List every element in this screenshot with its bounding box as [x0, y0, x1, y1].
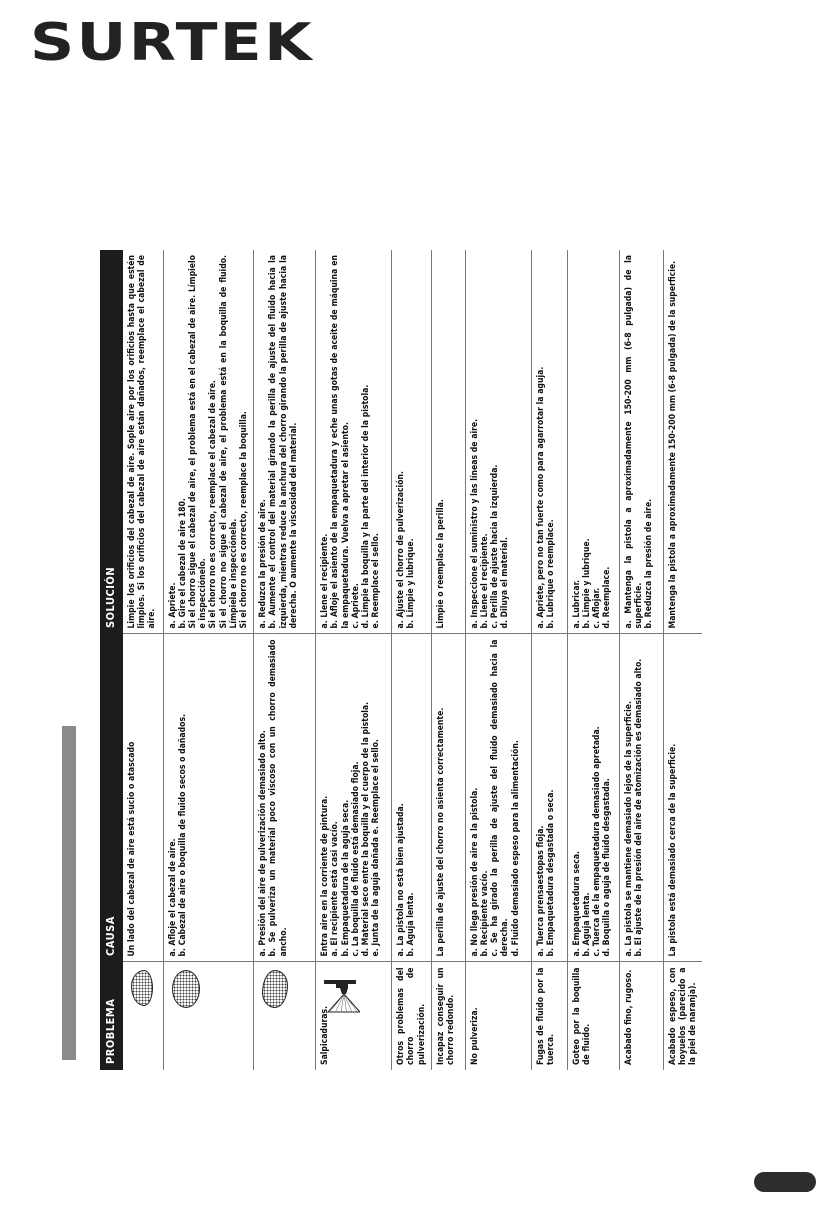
solucion-cell	[663, 250, 702, 634]
table-row	[465, 250, 531, 1070]
problema-label: No pulveriza.	[469, 1007, 480, 1065]
causa-line: d. Fluido demasiado espeso para la alimentación.	[510, 740, 521, 957]
solucion-line: b. Aumente el control del material girando la perilla de ajuste del fluido hacia la izquierda, mientras reduce la anchura del chorro girando la perilla de ajuste hacia la derecha. O aumente la viscosidad del material.	[268, 255, 299, 629]
solucion-cell	[316, 250, 392, 634]
table-row	[316, 250, 392, 1070]
table-row	[663, 250, 702, 1070]
causa-line: a. No llega presión de aire a la pistola.	[469, 787, 480, 957]
spray-pattern-oval-icon	[172, 971, 200, 1009]
problema-label: Fugas de fluido por la tuerca.	[535, 967, 556, 1065]
page-number-tab	[754, 1172, 816, 1192]
spray-pattern-split-icon	[262, 971, 288, 1009]
surtek-logo: SURTEK	[30, 13, 314, 73]
table-row	[531, 250, 567, 1070]
causa-line: a. El recipiente está casi vacío.	[330, 821, 341, 957]
solucion-cell	[431, 250, 465, 634]
problema-cell	[316, 962, 392, 1070]
causa-line: Entra aire en la corriente de pintura.	[320, 795, 331, 957]
solucion-line: b. Gire el cabezal de aire 180.	[177, 498, 188, 629]
causa-cell	[619, 634, 663, 962]
solucion-line: a. Inspeccione el suministro y las líneas de aire.	[469, 418, 480, 629]
causa-line: a. La pistola no está bien ajustada.	[396, 803, 407, 957]
table-row	[123, 250, 163, 1070]
solucion-cell	[163, 250, 254, 634]
causa-line: La pistola está demasiado cerca de la superficie.	[667, 743, 678, 957]
causa-cell	[663, 634, 702, 962]
causa-line: c. Tuerca de la empaquetadura demasiado apretada.	[592, 726, 603, 957]
table-row	[163, 250, 254, 1070]
problema-cell	[663, 962, 702, 1070]
problema-cell	[254, 962, 316, 1070]
problema-cell	[431, 962, 465, 1070]
causa-cell	[254, 634, 316, 962]
solucion-cell	[465, 250, 531, 634]
solucion-line: b. Afloje el asiento de la empaquetadura y eche unas gotas de aceite de máquina en la empaquetadura. Vuelva a apretar el asiento.	[330, 255, 351, 629]
solucion-line: Limpie los orificios del cabezal de aire. Sople aire por los orificios hasta que estén limpios. Si los orificios del cabezal de aire están dañados, reemplace el cabezal de aire.	[127, 255, 158, 629]
solucion-line: a. Mantenga la pistola a aproximadamente 150-200 mm (6-8 pulgada) de la superficie.	[623, 255, 644, 629]
causa-cell	[531, 634, 567, 962]
causa-line: b. Cabezal de aire o boquilla de fluido secos o dañados.	[177, 714, 188, 957]
solucion-line: c. Apriete.	[350, 583, 361, 629]
solucion-line: b. Limpie y lubrique.	[581, 538, 592, 629]
causa-cell	[567, 634, 619, 962]
causa-line: e. Junta de la aguja dañada e. Reemplace el sello.	[371, 739, 382, 957]
solucion-line: d. Reemplace.	[602, 566, 613, 629]
problema-cell	[619, 962, 663, 1070]
solucion-line: d. Diluya el material.	[500, 537, 511, 629]
troubleshooting-table	[100, 250, 702, 1070]
causa-line: b. El ajuste de la presión del aire de atomización es demasiado alto.	[633, 658, 644, 957]
solucion-line: Si el chorro no es correcto, reemplace el cabezal de aire.	[208, 380, 219, 629]
causa-cell	[392, 634, 432, 962]
problema-cell	[123, 962, 163, 1070]
solucion-line: Si el chorro no es correcto, reemplace la boquilla.	[238, 411, 249, 629]
header-causa: CAUSA	[100, 634, 123, 962]
table-row	[254, 250, 316, 1070]
problema-cell	[465, 962, 531, 1070]
spray-gun-icon	[320, 967, 360, 1015]
header-solucion: SOLUCIÓN	[100, 250, 123, 634]
solucion-line: b. Llene el recipiente.	[479, 533, 490, 629]
solucion-line: e. Reemplace el sello.	[371, 533, 382, 629]
solucion-line: Mantenga la pistola a aproximadamente 150-200 mm (6-8 pulgada) de la superficie.	[667, 260, 678, 629]
causa-line: a. Empaquetadura seca.	[571, 851, 582, 957]
section-tab-band	[62, 726, 76, 1060]
causa-line: b. Aguja lenta.	[406, 892, 417, 957]
solucion-line: a. Ajuste el chorro de pulverización.	[396, 471, 407, 629]
causa-line: a. Presión del aire de pulverización demasiado alto.	[258, 730, 269, 957]
table-header-row	[100, 250, 123, 1070]
causa-cell	[465, 634, 531, 962]
causa-line: c. La boquilla de fluido está demasiado floja.	[350, 761, 361, 957]
solucion-line: d. Limpie la boquilla y la parte del interior de la pistola.	[360, 384, 371, 629]
problema-cell	[531, 962, 567, 1070]
causa-line: a. Tuerca prensaestopas floja.	[535, 825, 546, 957]
solucion-line: a. Apriete, pero no tan fuerte como para agarrotar la aguja.	[535, 366, 546, 629]
problema-label: Otros problemas del chorro de pulverización.	[396, 967, 427, 1065]
problema-label: Acabado espeso, con hoyuelos (parecido a la piel de naranja).	[667, 967, 699, 1065]
causa-line: d. Boquilla o aguja de fluido desgastada.	[602, 778, 613, 957]
solucion-cell	[619, 250, 663, 634]
header-problema: PROBLEMA	[100, 962, 123, 1070]
causa-cell	[163, 634, 254, 962]
causa-line: La perilla de ajuste del chorro no asienta correctamente.	[435, 707, 446, 957]
solucion-line: c. Perilla de ajuste hacia la izquierda.	[490, 464, 501, 629]
solucion-line: a. Llene el recipiente.	[320, 533, 331, 629]
causa-line: d. Material seco entre la boquilla y el cuerpo de la pistola.	[360, 701, 371, 957]
solucion-line: Limpie o reemplace la perilla.	[435, 499, 446, 629]
problema-label: Salpicaduras.	[320, 1005, 331, 1065]
causa-line: b. Se pulveriza un material poco viscoso con un chorro demasiado ancho.	[268, 639, 289, 957]
problema-label: Acabado fino, rugoso.	[623, 969, 634, 1065]
solucion-line: a. Reduzca la presión de aire.	[258, 499, 269, 629]
table-body	[123, 250, 702, 1070]
problema-cell	[567, 962, 619, 1070]
solucion-cell	[567, 250, 619, 634]
solucion-cell	[392, 250, 432, 634]
solucion-cell	[123, 250, 163, 634]
solucion-line: Si el chorro sigue el cabezal de aire, el problema está en el cabezal de aire. Límpielo e inspecciónelo.	[187, 255, 209, 629]
causa-line: c. Se ha girado la perilla de ajuste del fluido demasiado hacia la derecha.	[490, 639, 511, 957]
causa-line: b. Empaquetadura desgastada o seca.	[545, 789, 556, 957]
table-row	[431, 250, 465, 1070]
problema-cell	[392, 962, 432, 1070]
solucion-line: Si el chorro no sigue el cabezal de aire, el problema está en la boquilla de fluido. Límpiela e inspecciónela.	[218, 255, 239, 629]
problema-label: Incapaz conseguir un chorro redondo.	[435, 967, 456, 1065]
solucion-cell	[254, 250, 316, 634]
causa-line: b. Aguja lenta.	[581, 892, 592, 957]
causa-cell	[431, 634, 465, 962]
causa-cell	[123, 634, 163, 962]
spray-pattern-kidney-icon	[131, 971, 153, 1007]
table-row	[392, 250, 432, 1070]
causa-cell	[316, 634, 392, 962]
problema-label: Goteo por la boquilla de fluido.	[571, 967, 592, 1065]
solucion-line: c. Aflojar.	[592, 587, 603, 629]
solucion-line: a. Apriete.	[167, 582, 178, 629]
problema-cell	[163, 962, 254, 1070]
table-row	[567, 250, 619, 1070]
causa-line: b. Recipiente vacío.	[479, 870, 490, 957]
solucion-line: b. Reduzca la presión de aire.	[644, 498, 655, 629]
troubleshooting-table-container	[100, 250, 800, 1070]
causa-line: a. Afloje el cabezal de aire.	[167, 838, 178, 957]
solucion-cell	[531, 250, 567, 634]
solucion-line: a. Lubricar.	[571, 579, 582, 629]
causa-line: b. Empaquetadura de la aguja seca.	[340, 799, 351, 957]
table-row	[619, 250, 663, 1070]
causa-line: a. La pistola se mantiene demasiado lejos de la superficie.	[623, 701, 634, 957]
solucion-line: b. Limpie y lubrique.	[406, 538, 417, 629]
solucion-line: b. Lubrique o reemplace.	[545, 519, 556, 629]
causa-line: Un lado del cabezal de aire está sucio o atascado	[127, 741, 137, 957]
